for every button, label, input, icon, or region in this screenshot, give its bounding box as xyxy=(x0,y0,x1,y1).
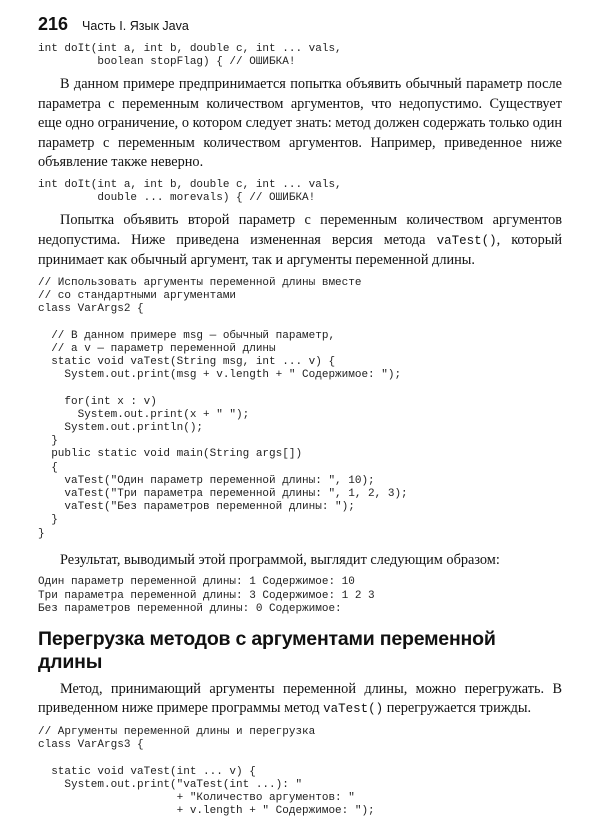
code-line: vaTest("Без параметров переменной длины: "); xyxy=(38,501,355,514)
paragraph-4-text-a: Метод, принимающий аргументы переменной длины, можно перегружать. В приведенном ниже примере программы метод xyxy=(38,680,562,717)
code-block-4 xyxy=(38,726,562,818)
code-line: { xyxy=(38,461,58,474)
code-line: Без параметров переменной длины: 0 Содержимое: xyxy=(38,602,342,615)
code-line: System.out.print("vaTest(int ...): " xyxy=(38,778,303,791)
code-line: vaTest("Один параметр переменной длины: ", 10); xyxy=(38,474,375,487)
code-line: class VarArgs3 { xyxy=(38,739,144,752)
inline-code-vatest: vaTest() xyxy=(436,233,497,248)
code-line: System.out.print(msg + v.length + " Содержимое: "); xyxy=(38,369,402,382)
program-output xyxy=(38,576,562,616)
code-line: static void vaTest(int ... v) { xyxy=(38,765,256,778)
section-heading: Перегрузка методов с аргументами переменной длины xyxy=(38,627,496,673)
inline-code-vatest-2: vaTest() xyxy=(323,702,384,717)
code-line: int doIt(int a, int b, double c, int ... vals, xyxy=(38,43,342,55)
code-line: // Использовать аргументы переменной длины вместе xyxy=(38,276,362,289)
code-line xyxy=(38,316,562,329)
code-line: int doIt(int a, int b, double c, int ... vals, xyxy=(38,178,342,191)
code-line: boolean stopFlag) { // ОШИБКА! xyxy=(38,56,296,69)
code-line: Три параметра переменной длины: 3 Содержимое: 1 2 3 xyxy=(38,589,375,602)
code-line: for(int x : v) xyxy=(38,395,157,408)
code-line: static void vaTest(String msg, int ... v) { xyxy=(38,356,336,369)
code-line: class VarArgs2 { xyxy=(38,303,144,316)
code-line: // со стандартными аргументами xyxy=(38,290,237,303)
paragraph-2-text-a: Попытка объявить второй параметр с переменным количеством аргументов недопустима. Ниже приведена измененная версия метода xyxy=(38,212,562,248)
code-line: } xyxy=(38,514,58,527)
code-block-3 xyxy=(38,277,562,541)
code-block-2 xyxy=(38,179,562,205)
paragraph-1: В данном примере предпринимается попытка объявить обычный параметр после параметра с переменным количеством аргументов, что недопустимо. Существует еще одно ограничение, о котором следует знать: метод должен содержать только один параметр с переменным количеством аргументов. Например, приведенное ниже объявление также неверно. xyxy=(38,76,562,171)
code-line: + "Количество аргументов: " xyxy=(38,791,355,804)
code-block-1 xyxy=(38,43,562,69)
code-line: // а v — параметр переменной длины xyxy=(38,342,276,355)
running-title: Часть I. Язык Java xyxy=(82,19,189,33)
code-line: double ... morevals) { // ОШИБКА! xyxy=(38,192,316,205)
paragraph-2-text-b: , который принимает как обычный аргумент, так и аргументы переменной длины. xyxy=(38,231,562,269)
code-line: // В данном примере msg — обычный параметр, xyxy=(38,329,336,342)
code-line: vaTest("Три параметра переменной длины: ", 1, 2, 3); xyxy=(38,488,408,501)
paragraph-3: Результат, выводимый этой программой, выглядит следующим образом: xyxy=(60,551,500,568)
code-line: + v.length + " Содержимое: "); xyxy=(38,805,375,818)
page-header xyxy=(38,14,562,35)
paragraph-2 xyxy=(38,211,562,271)
paragraph-4-text-b: перегружается трижды. xyxy=(383,700,532,717)
code-line: System.out.print(x + " "); xyxy=(38,408,250,421)
code-line: } xyxy=(38,527,45,540)
code-line xyxy=(38,382,562,395)
code-line: } xyxy=(38,435,58,448)
code-line: public static void main(String args[]) xyxy=(38,448,303,461)
code-line xyxy=(38,752,562,765)
code-line: Один параметр переменной длины: 1 Содержимое: 10 xyxy=(38,576,355,589)
code-line: System.out.println(); xyxy=(38,422,204,435)
paragraph-4 xyxy=(38,680,562,720)
page-number: 216 xyxy=(38,14,69,34)
code-line: // Аргументы переменной длины и перегрузка xyxy=(38,725,316,738)
